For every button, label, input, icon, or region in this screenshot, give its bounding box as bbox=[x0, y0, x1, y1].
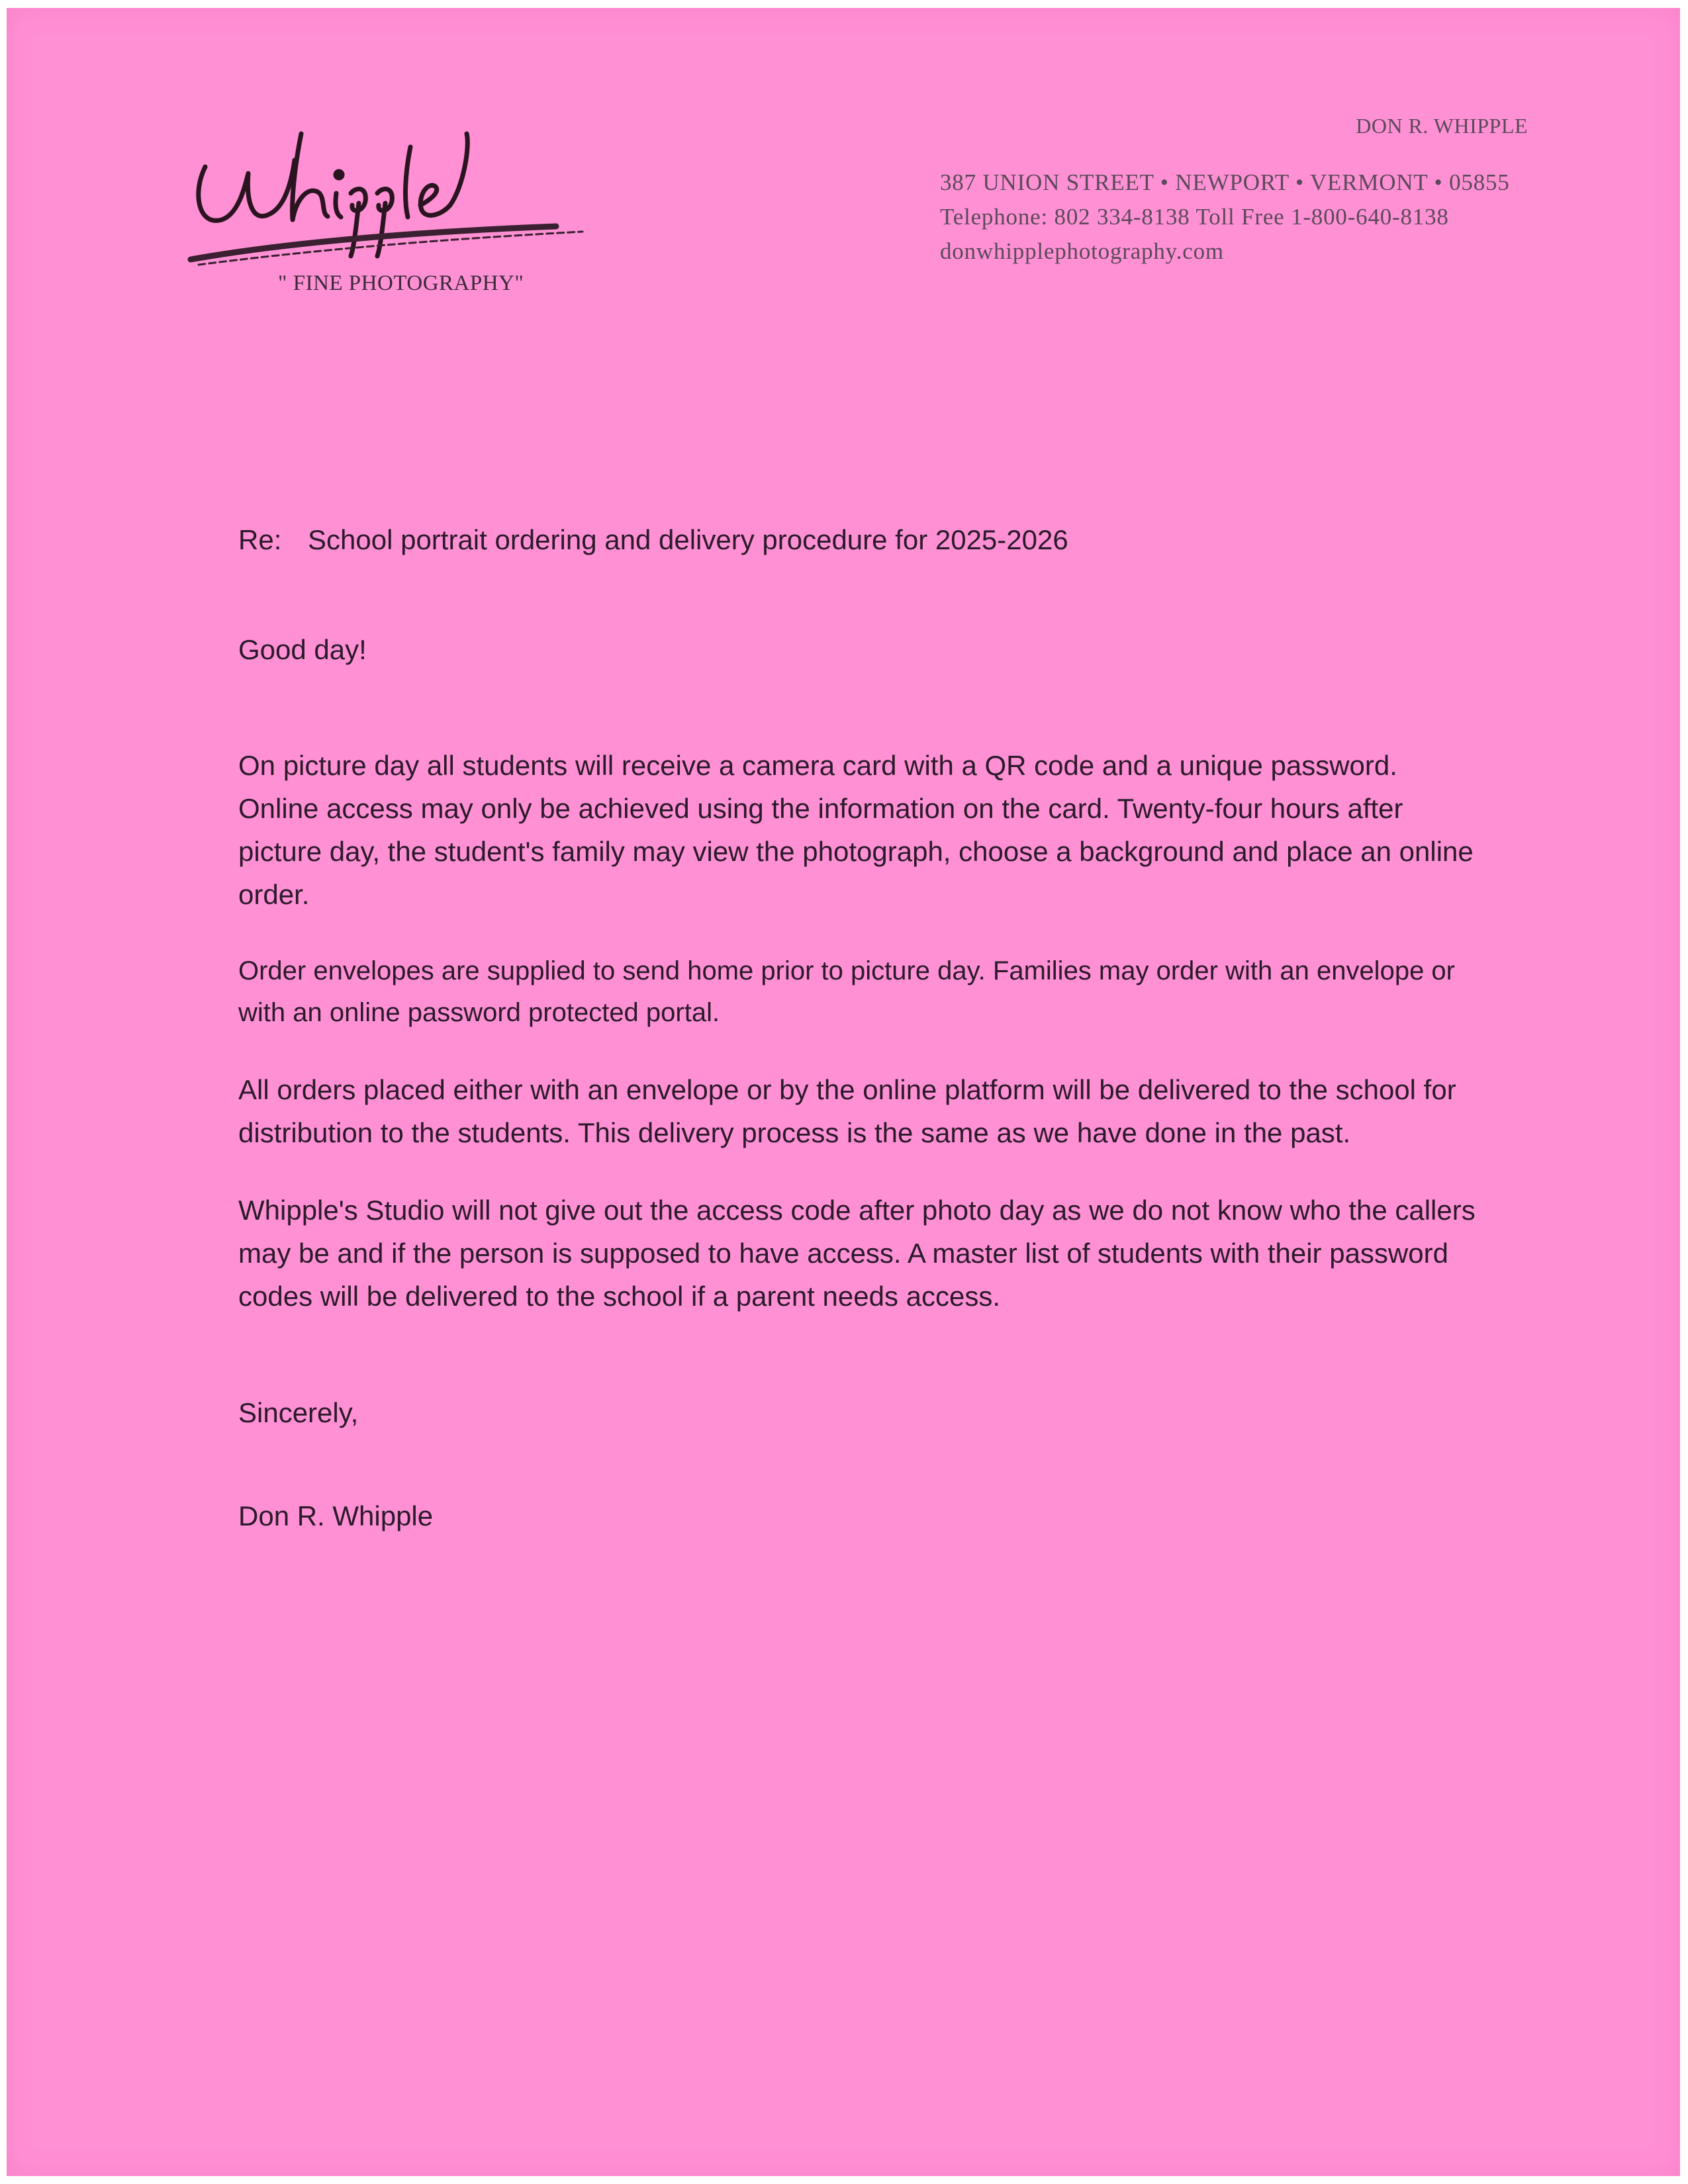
paragraph-delivery: All orders placed either with an envelope or by the online platform will be delivered to the school for distribution to the students. This delivery process is the same as we have done in the past. bbox=[238, 1074, 1456, 1148]
letterhead-name-block bbox=[1356, 114, 1528, 138]
signer-name: Don R. Whipple bbox=[238, 1500, 434, 1531]
whipple-signature-logo bbox=[185, 120, 596, 293]
paragraph-order-envelopes: Order envelopes are supplied to send home prior to picture day. Families may order with an envelope or with an online password protected portal. bbox=[238, 956, 1455, 1027]
subject-text: School portrait ordering and delivery procedure for 2025-2026 bbox=[308, 524, 1068, 555]
logo-tagline: " FINE PHOTOGRAPHY" bbox=[278, 271, 524, 295]
letter-page bbox=[7, 8, 1680, 2176]
paragraph-camera-card: On picture day all students will receive a camera card with a QR code and a unique password. Online access may only be achieved using the information on the card. Twenty-four hours after picture day, the student's family may view the photograph, choose a background and place an online order. bbox=[238, 750, 1474, 910]
subject-label: Re: bbox=[238, 524, 282, 555]
letterhead-contact bbox=[940, 165, 1510, 269]
letterhead-address: 387 UNION STREET • NEWPORT • VERMONT • 05855 bbox=[940, 169, 1510, 195]
letterhead-name: DON R. WHIPPLE bbox=[1356, 114, 1528, 138]
letter-body bbox=[238, 524, 1496, 1532]
subject-line bbox=[238, 524, 1496, 556]
greeting: Good day! bbox=[238, 634, 367, 665]
letterhead-website: donwhipplephotography.com bbox=[940, 238, 1224, 264]
letterhead-phone: Telephone: 802 334-8138 Toll Free 1-800-640-8138 bbox=[940, 204, 1449, 230]
whipple-logo bbox=[185, 120, 596, 312]
closing: Sincerely, bbox=[238, 1397, 359, 1428]
paragraph-access-code: Whipple's Studio will not give out the access code after photo day as we do not know who the callers may be and if the person is supposed to have access. A master list of students with their password codes will be delivered to the school if a parent needs access. bbox=[238, 1195, 1476, 1312]
